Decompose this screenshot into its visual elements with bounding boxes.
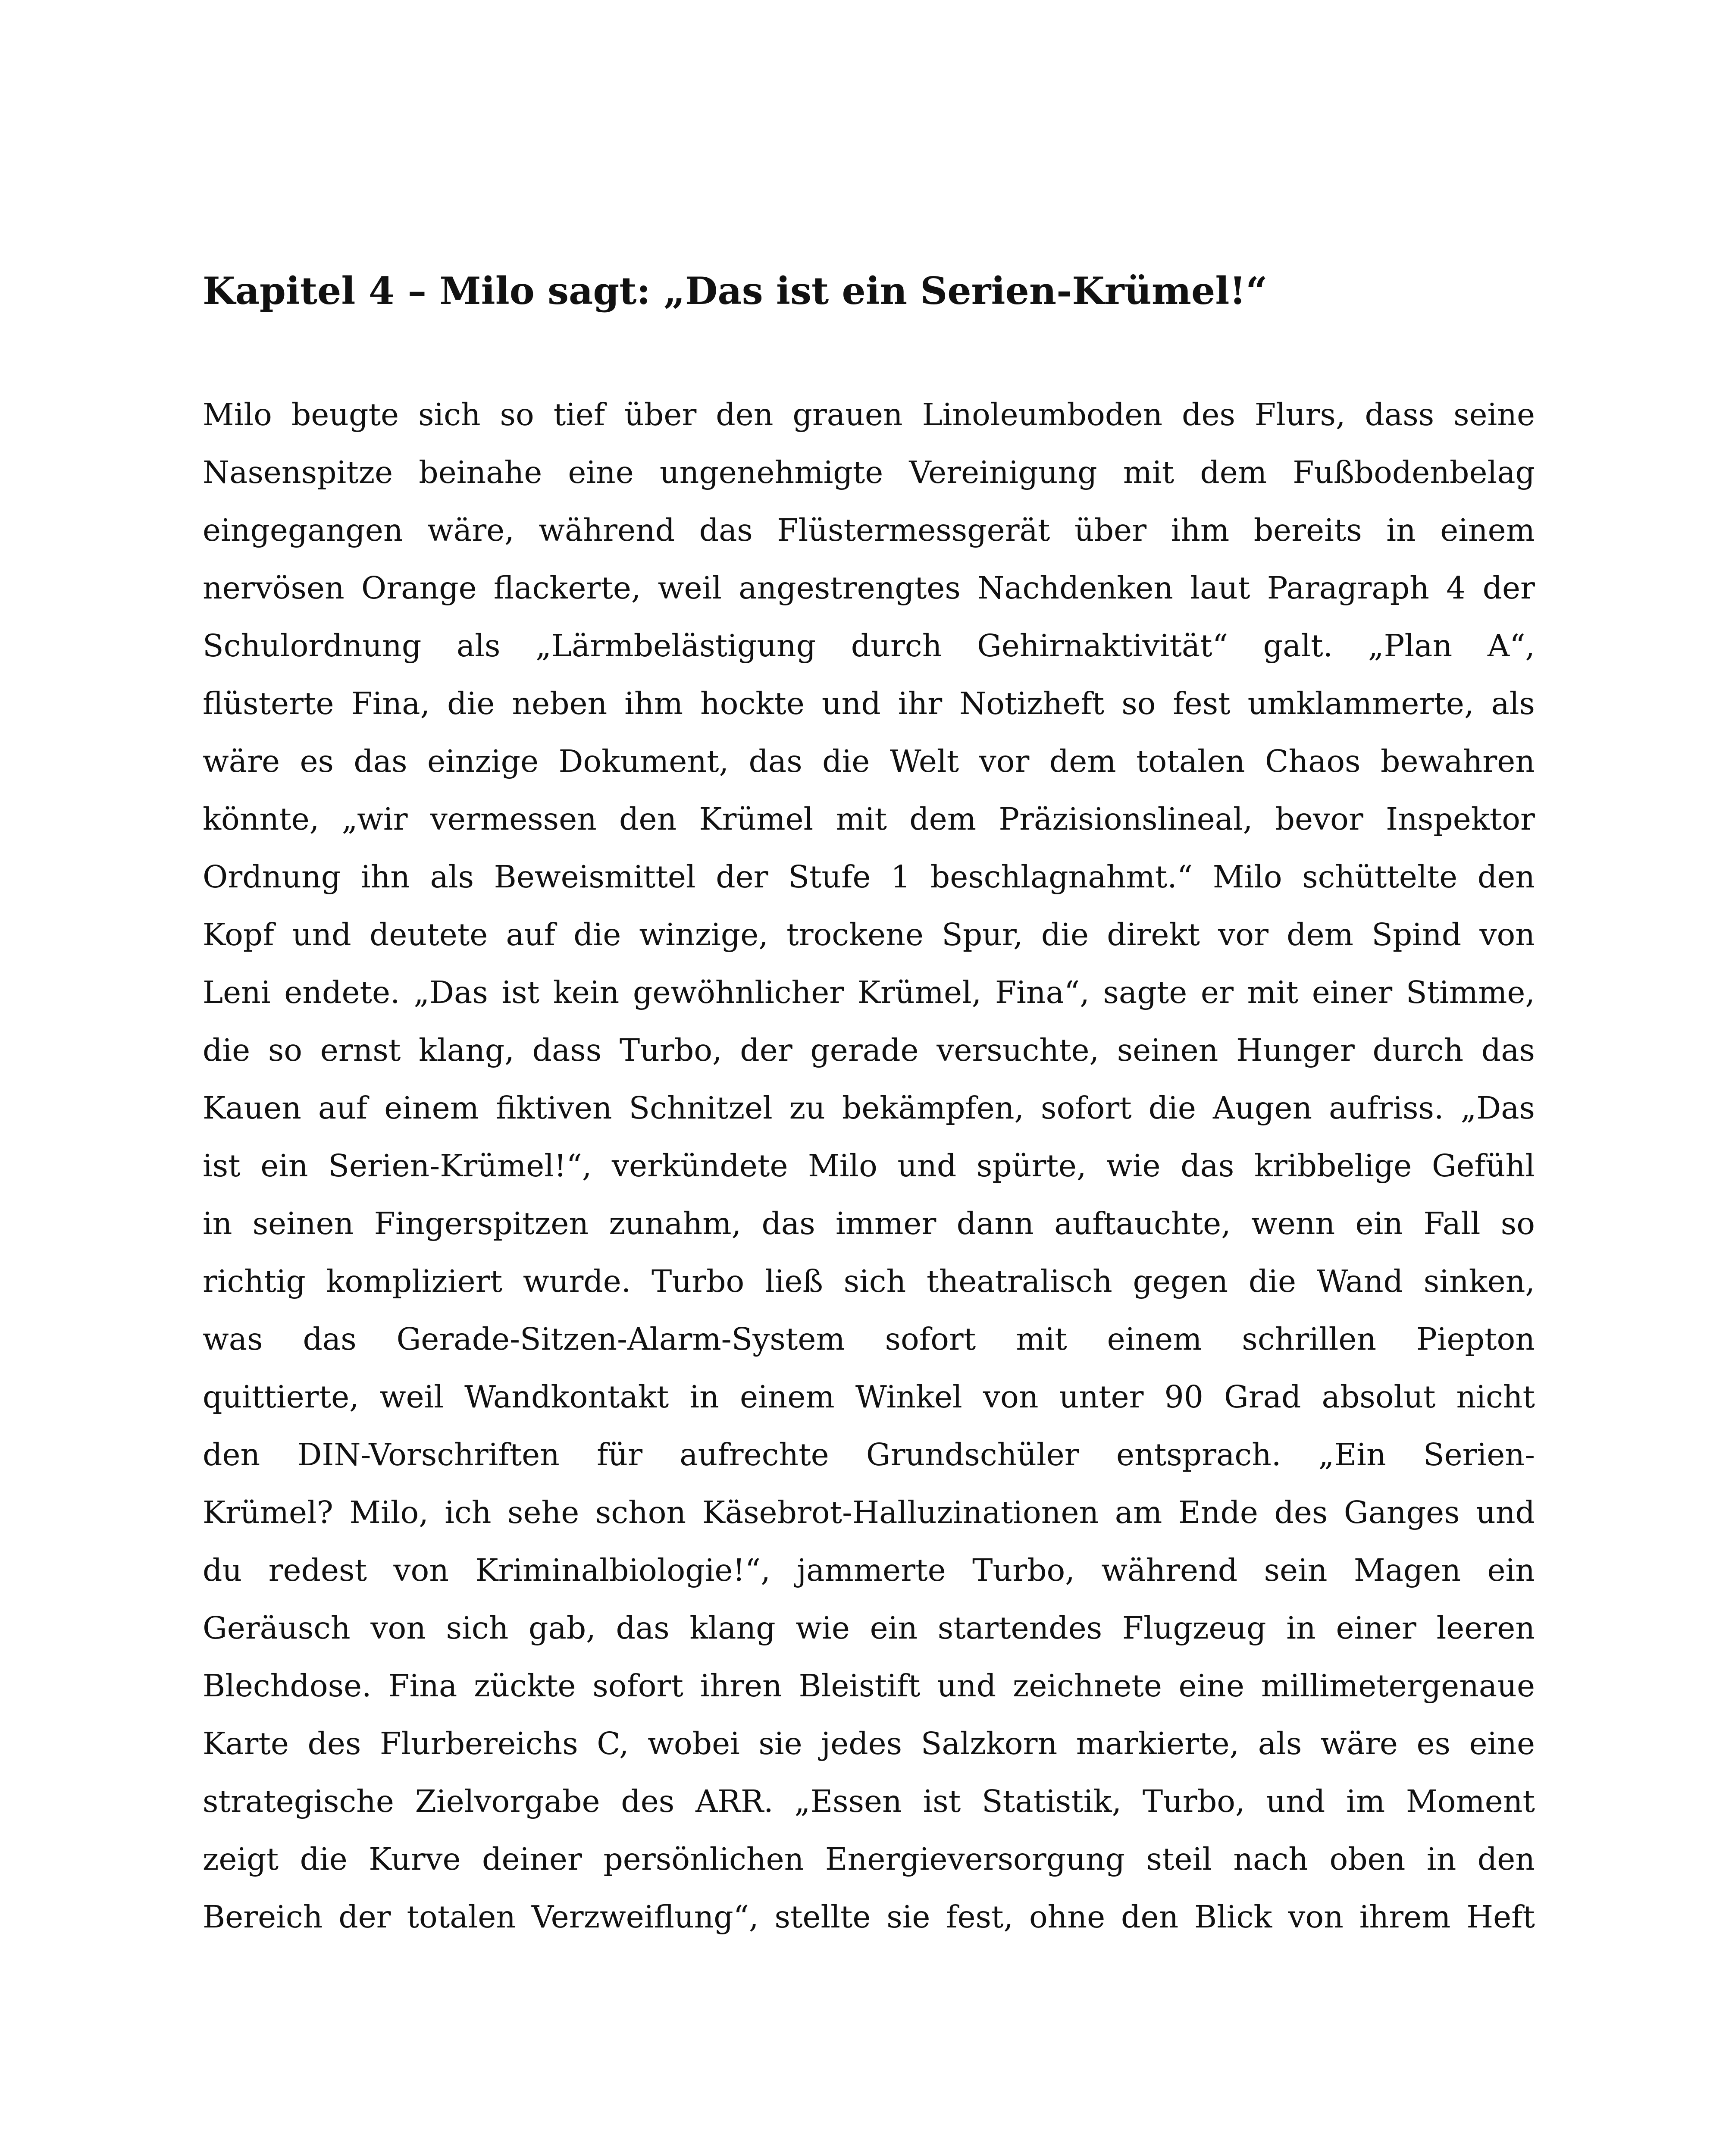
text-line: Kopf und deutete auf die winzige, trockene Spur, die direkt vor dem Spind von (203, 917, 1535, 953)
text-line: Geräusch von sich gab, das klang wie ein startendes Flugzeug in einer leeren (203, 1610, 1535, 1646)
text-line: Bereich der totalen Verzweiflung“, stellte sie fest, ohne den Blick von ihrem Heft (203, 1899, 1535, 1935)
text-line: eingegangen wäre, während das Flüstermessgerät über ihm bereits in einem (203, 512, 1535, 548)
text-line: Ordnung ihn als Beweismittel der Stufe 1 beschlagnahmt.“ Milo schüttelte den (203, 859, 1535, 895)
text-line: den DIN-Vorschriften für aufrechte Grundschüler entsprach. „Ein Serien- (203, 1437, 1535, 1473)
text-line: du redest von Kriminalbiologie!“, jammerte Turbo, während sein Magen ein (203, 1552, 1535, 1588)
text-line: was das Gerade-Sitzen-Alarm-System sofort mit einem schrillen Piepton (203, 1321, 1535, 1357)
chapter-title: Kapitel 4 – Milo sagt: „Das ist ein Serien-Krümel!“ (203, 269, 1268, 313)
text-line: Krümel? Milo, ich sehe schon Käsebrot-Halluzinationen am Ende des Ganges und (203, 1495, 1535, 1530)
text-line: in seinen Fingerspitzen zunahm, das immer dann auftauchte, wenn ein Fall so (203, 1206, 1535, 1241)
text-line: könnte, „wir vermessen den Krümel mit dem Präzisionslineal, bevor Inspektor (203, 801, 1535, 837)
text-line: Blechdose. Fina zückte sofort ihren Bleistift und zeichnete eine millimetergenaue (203, 1668, 1535, 1704)
text-line: Leni endete. „Das ist kein gewöhnlicher Krümel, Fina“, sagte er mit einer Stimme, (203, 975, 1535, 1010)
text-line: ist ein Serien-Krümel!“, verkündete Milo und spürte, wie das kribbelige Gefühl (203, 1148, 1535, 1184)
text-line: Milo beugte sich so tief über den grauen Linoleumboden des Flurs, dass seine (203, 397, 1535, 432)
text-line: Schulordnung als „Lärmbelästigung durch Gehirnaktivität“ galt. „Plan A“, (203, 628, 1535, 664)
text-line: strategische Zielvorgabe des ARR. „Essen ist Statistik, Turbo, und im Moment (203, 1783, 1535, 1819)
text-line: quittierte, weil Wandkontakt in einem Winkel von unter 90 Grad absolut nicht (203, 1379, 1535, 1415)
text-line: richtig kompliziert wurde. Turbo ließ sich theatralisch gegen die Wand sinken, (203, 1263, 1535, 1299)
text-line: Kauen auf einem fiktiven Schnitzel zu bekämpfen, sofort die Augen aufriss. „Das (203, 1090, 1535, 1126)
text-line: wäre es das einzige Dokument, das die Welt vor dem totalen Chaos bewahren (203, 743, 1535, 779)
text-line: nervösen Orange flackerte, weil angestrengtes Nachdenken laut Paragraph 4 der (203, 570, 1535, 606)
text-line: Karte des Flurbereichs C, wobei sie jedes Salzkorn markierte, als wäre es eine (203, 1726, 1535, 1761)
text-line: Nasenspitze beinahe eine ungenehmigte Vereinigung mit dem Fußbodenbelag (203, 454, 1535, 490)
text-line: die so ernst klang, dass Turbo, der gerade versuchte, seinen Hunger durch das (203, 1032, 1535, 1068)
body-paragraph (203, 386, 1535, 1946)
text-line: zeigt die Kurve deiner persönlichen Energieversorgung steil nach oben in den (203, 1841, 1535, 1877)
text-line: flüsterte Fina, die neben ihm hockte und ihr Notizheft so fest umklammerte, als (203, 686, 1535, 721)
